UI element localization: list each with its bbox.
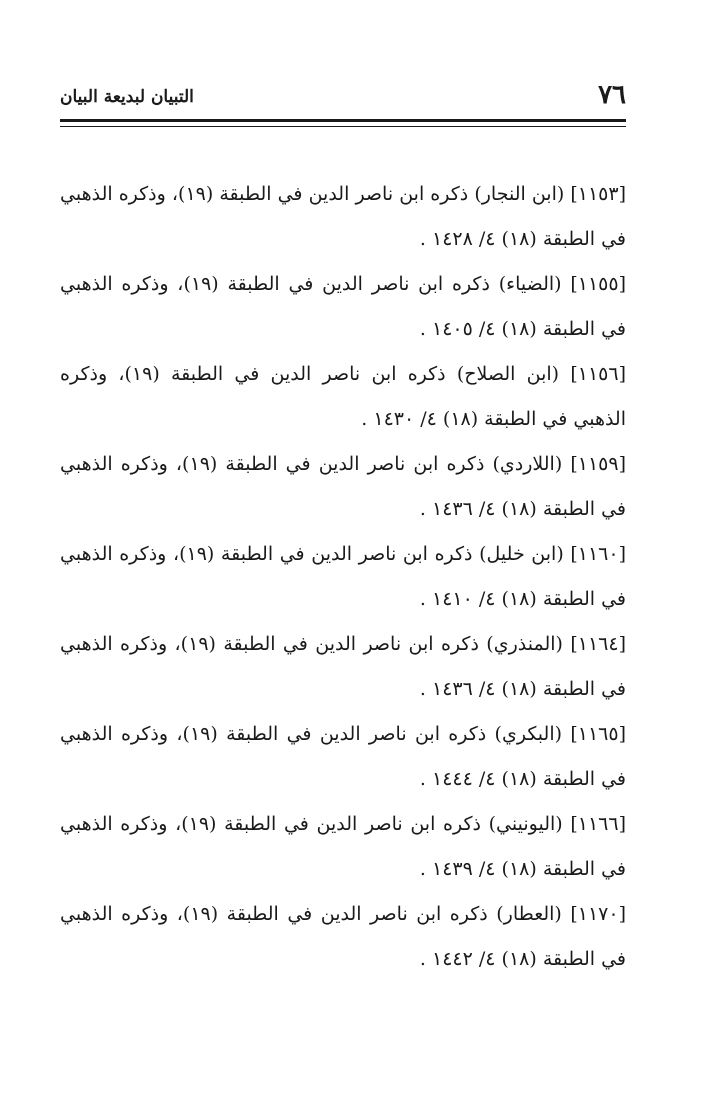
- page-number: ٧٦: [598, 80, 626, 110]
- entries-list: [60, 172, 626, 982]
- entry-1165: [١١٦٥] (البكري) ذكره ابن ناصر الدين في الطبقة (١٩)، وذكره الذهبي في الطبقة (١٨) ٤/ ١٤٤٤ .: [60, 723, 627, 790]
- running-title: التبيان لبديعة البيان: [60, 87, 194, 107]
- entry-1164: [١١٦٤] (المنذري) ذكره ابن ناصر الدين في الطبقة (١٩)، وذكره الذهبي في الطبقة (١٨) ٤/ ١٤٣٦ .: [60, 633, 627, 700]
- entry-1166: [١١٦٦] (اليونيني) ذكره ابن ناصر الدين في الطبقة (١٩)، وذكره الذهبي في الطبقة (١٨) ٤/ ١٤٣٩ .: [60, 813, 626, 880]
- entry-1156: [١١٥٦] (ابن الصلاح) ذكره ابن ناصر الدين في الطبقة (١٩)، وذكره الذهبي في الطبقة (١٨) ٤/ ١٤٣٠ .: [60, 363, 626, 430]
- header-rule-thin: [60, 126, 626, 127]
- entry-1159: [١١٥٩] (اللاردي) ذكره ابن ناصر الدين في الطبقة (١٩)، وذكره الذهبي في الطبقة (١٨) ٤/ ١٤٣٦ .: [60, 453, 627, 520]
- entry-1160: [١١٦٠] (ابن خليل) ذكره ابن ناصر الدين في الطبقة (١٩)، وذكره الذهبي في الطبقة (١٨) ٤/ ١٤١٠ .: [60, 543, 626, 610]
- entry-1153: [١١٥٣] (ابن النجار) ذكره ابن ناصر الدين في الطبقة (١٩)، وذكره الذهبي في الطبقة (١٨) ٤/ ١٤٢٨ .: [60, 183, 626, 250]
- page-header: [60, 80, 626, 116]
- entry-1170: [١١٧٠] (العطار) ذكره ابن ناصر الدين في الطبقة (١٩)، وذكره الذهبي في الطبقة (١٨) ٤/ ١٤٤٢ .: [60, 903, 627, 970]
- entry-1155: [١١٥٥] (الضياء) ذكره ابن ناصر الدين في الطبقة (١٩)، وذكره الذهبي في الطبقة (١٨) ٤/ ١٤٠٥ .: [60, 273, 626, 340]
- header-rule-thick: [60, 119, 626, 122]
